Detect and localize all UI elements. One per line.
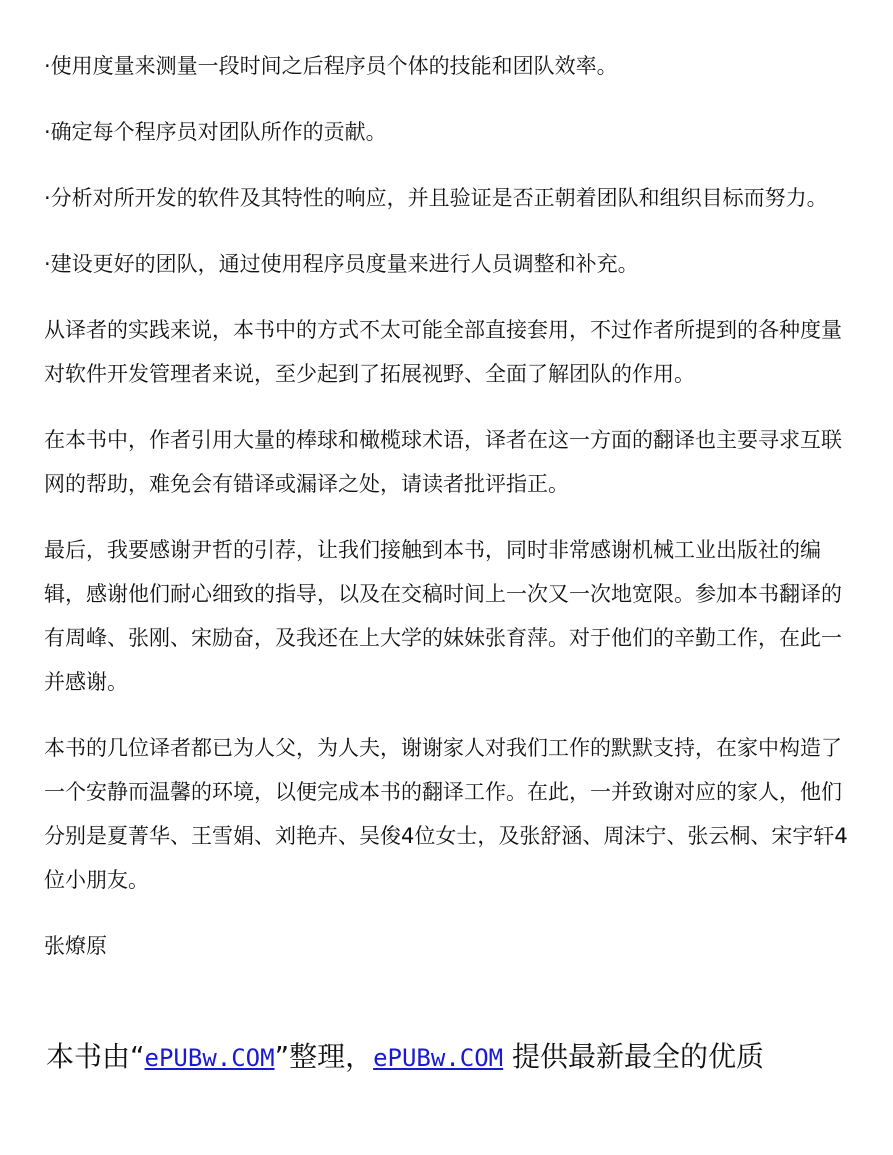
body-paragraph: 本书的几位译者都已为人父，为人夫，谢谢家人对我们工作的默默支持，在家中构造了一个安静而温馨的环境，以便完成本书的翻译工作。在此，一并致谢对应的家人，他们分别是夏菁华、王雪娟、刘艳卉、吴俊4位女士，及张舒涵、周沫宁、张云桐、宋宇轩4位小朋友。 <box>44 736 848 892</box>
bullet-paragraph: ·分析对所开发的软件及其特性的响应，并且验证是否正朝着团队和组织目标而努力。 <box>44 186 828 210</box>
signature-name: 张燎原 <box>44 934 107 958</box>
document-body <box>44 44 849 990</box>
bullet-paragraph: ·确定每个程序员对团队所作的贡献。 <box>44 120 387 144</box>
footer-middle: ”整理， <box>274 1040 374 1073</box>
body-paragraph: 从译者的实践来说，本书中的方式不太可能全部直接套用，不过作者所提到的各种度量对软件开发管理者来说，至少起到了拓展视野、全面了解团队的作用。 <box>44 318 842 386</box>
bullet-paragraph: ·建设更好的团队，通过使用程序员度量来进行人员调整和补充。 <box>44 252 639 276</box>
body-paragraph: 在本书中，作者引用大量的棒球和橄榄球术语，译者在这一方面的翻译也主要寻求互联网的帮助，难免会有错译或漏译之处，请读者批评指正。 <box>44 428 842 496</box>
footer-suffix: 提供最新最全的优质 <box>503 1040 765 1073</box>
body-paragraph: 最后，我要感谢尹哲的引荐，让我们接触到本书，同时非常感谢机械工业出版社的编辑，感谢他们耐心细致的指导，以及在交稿时间上一次又一次地宽限。参加本书翻译的有周峰、张刚、宋励奋，及我还在上大学的妹妹张育萍。对于他们的辛勤工作，在此一并感谢。 <box>44 538 842 694</box>
footer-prefix: 本书由“ <box>46 1040 145 1073</box>
footer-promo <box>46 1030 876 1085</box>
footer-link-2[interactable]: ePUBw.COM <box>373 1044 504 1072</box>
footer-link-1[interactable]: ePUBw.COM <box>144 1044 275 1072</box>
bullet-paragraph: ·使用度量来测量一段时间之后程序员个体的技能和团队效率。 <box>44 54 618 78</box>
